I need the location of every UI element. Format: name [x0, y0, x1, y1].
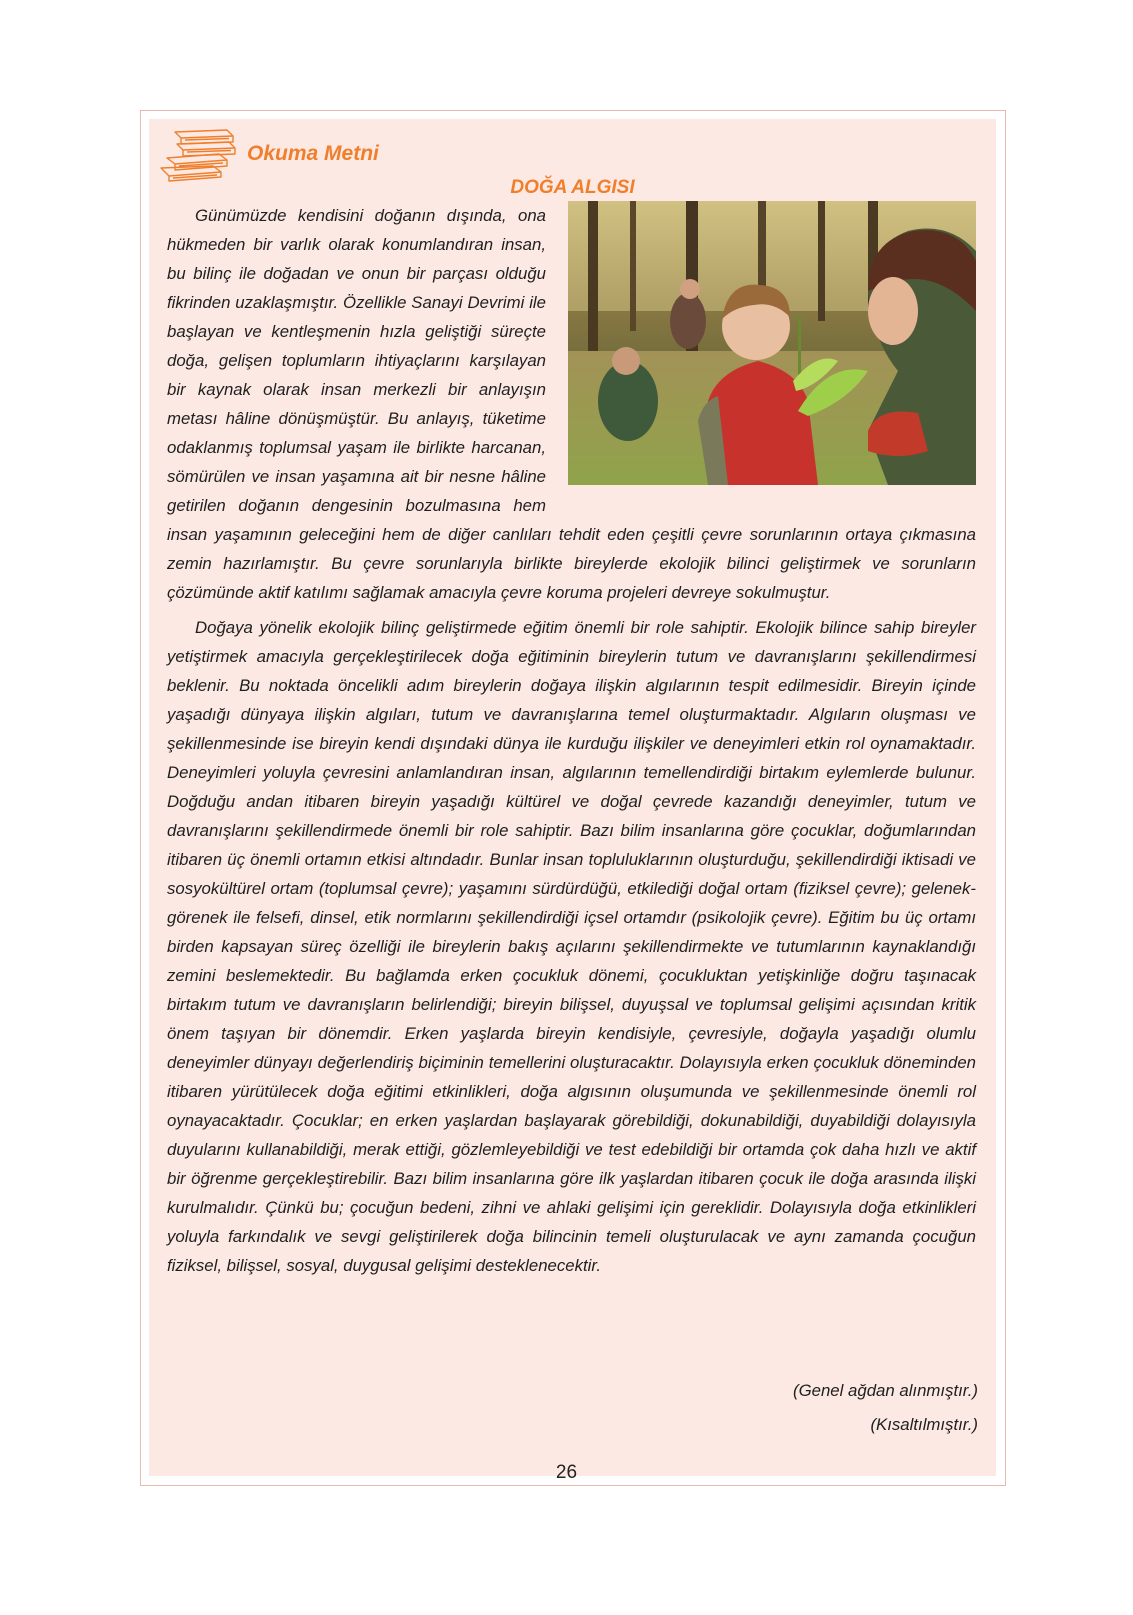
- article-body: [167, 201, 976, 1280]
- paragraph-2: Doğaya yönelik ekolojik bilinç geliştirmede eğitim önemli bir role sahiptir. Ekolojik bilince sahip bireyler yetiştirmek amacıyla gerçekleştirilecek doğa eğitiminin bireylerin tutum ve davranışlarını şekillendirmesi beklenir. Bu noktada öncelikli adım bireylerin doğaya ilişkin algılarının tespit edilmesidir. Bireyin içinde yaşadığı dünyaya ilişkin algıları, tutum ve davranışlarına temel oluşturmaktadır. Algıların oluşması ve şekillenmesinde ise bireyin kendi dışındaki dünya ile kurduğu ilişkiler ve deneyimleri etkin rol oynamaktadır. Deneyimleri yoluyla çevresini anlamlandıran insan, algılarının temellendirdiği birtakım eylemlerde bulunur. Doğduğu andan itibaren bireyin yaşadığı kültürel ve doğal çevrede kazandığı deneyimler, tutum ve davranışlarını şekillendirmede önemli bir role sahiptir. Bazı bilim insanlarına göre çocuklar, doğumlarından itibaren üç önemli ortamın etkisi altındadır. Bunlar insan topluluklarının oluşturduğu, şekillendirdiği iktisadi ve sosyokültürel ortam (toplumsal çevre); yaşamını sürdürdüğü, etkilediği doğal ortam (fiziksel çevre); gelenek-görenek ile felsefi, dinsel, etik normlarını şekillendirdiği içsel ortamdır (psikolojik çevre). Eğitim bu üç ortamı birden kapsayan süreç özelliği ile bireylerin bakış açılarını şekillendirmekte ve tutumlarının kaynaklandığı zemini beslemektedir. Bu bağlamda erken çocukluk dönemi, çocukluktan yetişkinliğe doğru taşınacak birtakım tutum ve davranışların belirlendiği; bireyin bilişsel, duyuşsal ve toplumsal gelişimi açısından kritik önem taşıyan bir dönemdir. Erken yaşlarda bireyin kendisiyle, çevresiyle, doğayla yaşadığı olumlu deneyimler dünyayı değerlendiriş biçiminin temellerini oluşturacaktır. Dolayısıyla erken çocukluk döneminden itibaren yürütülecek doğa eğitimi etkinlikleri, doğa algısının oluşumunda ve şekillenmesinde önemli rol oynayacaktadır. Çocuklar; en erken yaşlardan başlayarak görebildiği, dokunabildiği, duyabildiği dolayısıyla duyularını kullanabildiği, merak ettiği, gözlemleyebildiği ve test edebildiği bir ortamda çok daha hızlı ve aktif bir öğrenme gerçekleştirebilir. Bazı bilim insanlarına göre ilk yaşlardan itibaren çocuk ile doğa arasında ilişki kurulmalıdır. Çünkü bu; çocuğun bedeni, zihni ve ahlaki gelişimi için gereklidir. Dolayısıyla doğa etkinlikleri yoluyla farkındalık ve sevgi geliştirilerek doğa bilincinin temeli oluşturulacak ve aynı zamanda çocuğun fiziksel, bilişsel, sosyal, duygusal gelişimi desteklenecektir.: [167, 618, 976, 1275]
- page-number: 26: [555, 1462, 578, 1483]
- article-title: DOĞA ALGISI: [510, 177, 635, 198]
- paragraph-1: Günümüzde kendisini doğanın dışında, ona hükmeden bir varlık olarak konumlandıran insan, bu bilinç ile doğadan ve onun bir parçası olduğu fikrinden uzaklaşmıştır. Özellikle Sanayi Devrimi ile başlayan ve kentleşmenin hızla geliştiği süreçte doğa, gelişen toplumların ihtiyaçlarını karşılayan bir kaynak olarak insan merkezli bir anlayışın metası hâline dönüşmüştür. Bu anlayış, tüketime odaklanmış toplumsal yaşam ile birlikte harcanan, sömürülen ve insan yaşamına ait bir nesne hâline getirilen doğanın dengesinin bozulmasına hem insan yaşamının geleceğini hem de diğer canlıları tehdit eden çeşitli çevre sorunlarının ortaya çıkmasına zemin hazırlamıştır. Bu çevre sorunlarıyla birlikte bireylerde ekolojik bilinci geliştirmek ve sorunların çözümünde aktif katılımı sağlamak amacıyla çevre koruma projeleri devreye sokulmuştur.: [167, 206, 976, 602]
- abridged-note: (Kısaltılmıştır.): [870, 1415, 978, 1434]
- section-label: Okuma Metni: [247, 142, 379, 165]
- section-header: [157, 124, 557, 184]
- children-nature-photo: [568, 201, 976, 485]
- stacked-books-icon: [157, 124, 237, 182]
- reading-text-panel: [149, 119, 996, 1476]
- reading-text-frame: [140, 110, 1006, 1486]
- source-note: (Genel ağdan alınmıştır.): [793, 1381, 978, 1400]
